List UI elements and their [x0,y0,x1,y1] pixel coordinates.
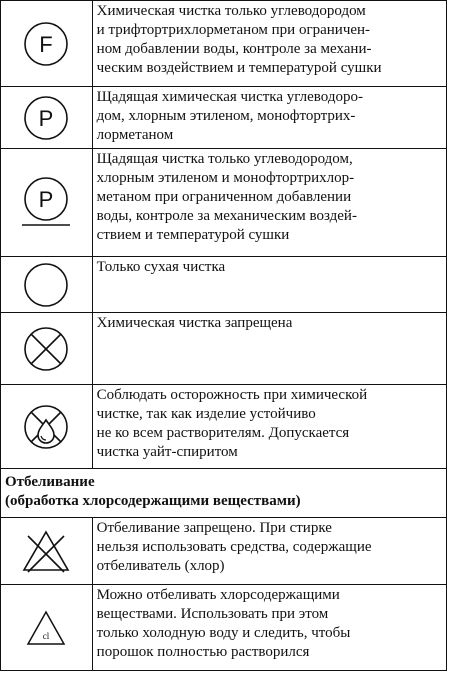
description-text: Отбеливание запрещено. При стирке нельзя использовать средства, содержащие отбеливатель (хлор) [96,520,372,574]
description-text: Соблюдать осторожность при химической чистке, так как изделие устойчиво не ко всем растворителям. Допускается чистка уайт-спиритом [96,387,368,460]
table-row [1,149,447,257]
circle-letter-p-underlined-icon [18,174,74,232]
description-text: Щадящая чистка только углеводородом, хлорным этиленом и монофтортрихлор- метаном при ограниченном добавлении воды, контроле за механическим воздей- ствием и температурой сушки [96,151,357,243]
description [92,313,446,385]
empty-circle-icon [21,260,71,310]
table-row [1,585,447,671]
table-row [1,385,447,469]
circle-letter-f-icon [21,19,71,69]
description [92,1,446,87]
description-text: Щадящая химическая чистка углеводоро- дом, хлорным этиленом, монофтортрих- лорметаном [96,89,363,143]
description-text: Только сухая чистка [96,259,226,275]
description [92,149,446,257]
triangle-cl-icon [24,608,68,648]
svg-text:P: P [38,105,54,131]
description-text: Можно отбеливать хлорсодержащими веществами. Использовать при этом только холодную воду и следить, чтобы порошок полностью растворился [96,587,351,660]
icon-cell [1,518,93,585]
icon-cell [1,385,93,469]
icon-cell [1,1,93,87]
icon-cell [1,313,93,385]
icon-cell [1,149,93,257]
table-row [1,313,447,385]
svg-text:F: F [39,31,54,57]
table-row [1,1,447,87]
table-row [1,518,447,585]
description [92,518,446,585]
crossed-circle-drop-icon [21,402,71,452]
section-title-text: Отбеливание (обработка хлорсодержащими веществами) [5,474,301,509]
crossed-circle-icon [21,324,71,374]
icon-cell [1,257,93,313]
table-row [1,257,447,313]
icon-cell [1,585,93,671]
section-header-row [1,469,447,518]
triangle-cl-label: cl [43,630,50,641]
description-text: Химическая чистка запрещена [96,315,293,331]
description [92,585,446,671]
icon-cell [1,87,93,149]
section-title [1,469,447,518]
description [92,257,446,313]
description [92,385,446,469]
description [92,87,446,149]
description-text: Химическая чистка только углеводородом и трифтортрихлорметаном при ограничен- ном добавлении воды, контроле за механи- ческим воздействием и температурой сушки [96,3,382,76]
table-row [1,87,447,149]
svg-text:P: P [38,186,54,212]
crossed-triangle-icon [20,528,72,574]
circle-letter-p-icon [21,93,71,143]
